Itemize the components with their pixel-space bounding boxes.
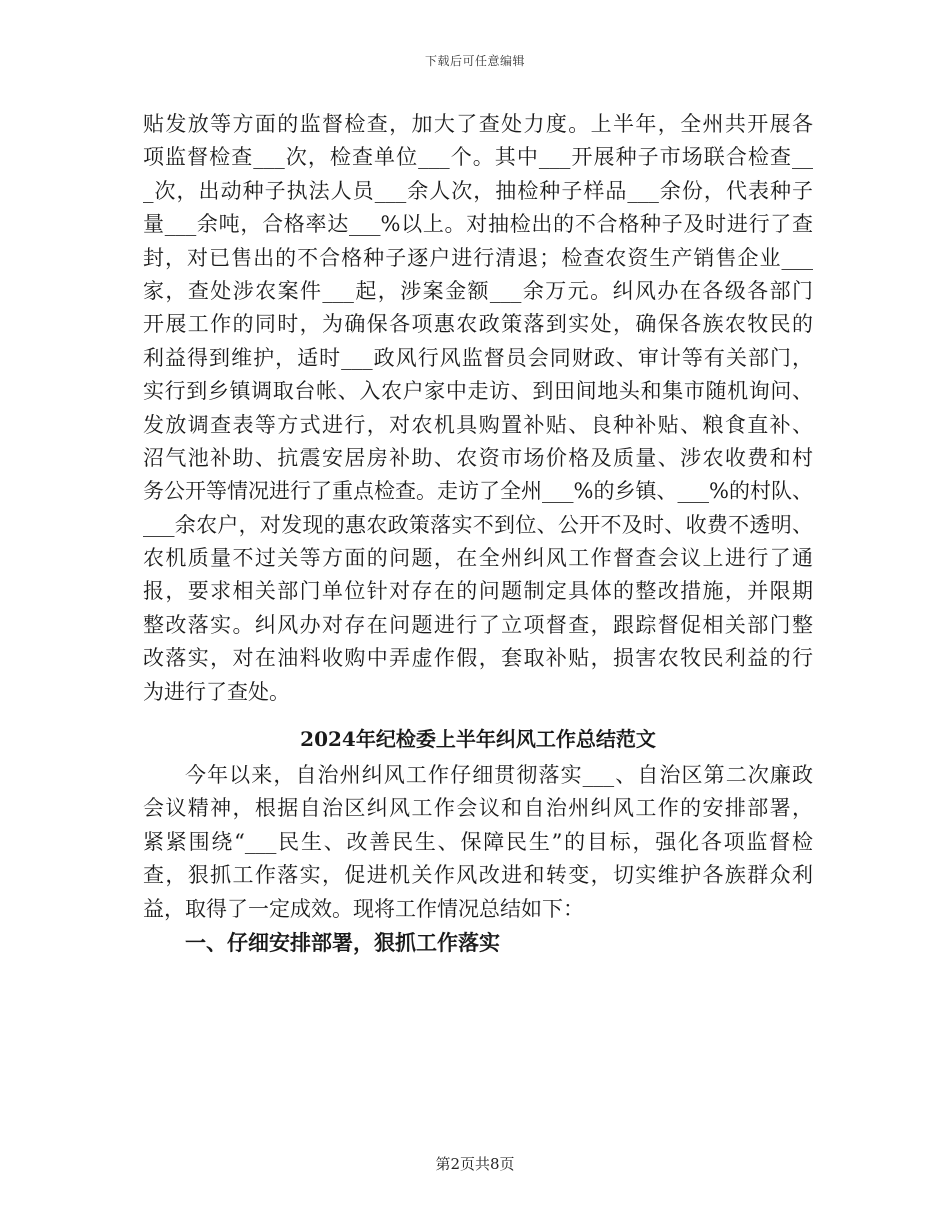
- text-line: 紧紧围绕“___民生、改善民生、保障民生”的目标，强化各项监督检: [143, 829, 813, 854]
- text-line: _次，出动种子执法人员___余人次，抽检种子样品___余份，代表种子: [143, 178, 813, 203]
- text-line: 为进行了查处。: [143, 679, 290, 704]
- text-line: 查，狠抓工作落实，促进机关作风改进和转变，切实维护各族群众利: [143, 863, 813, 888]
- text-line: 封，对已售出的不合格种子逐户进行清退；检查农资生产销售企业___: [143, 245, 813, 270]
- paragraph-2: [143, 759, 813, 926]
- text-line: 量___余吨，合格率达___%以上。对抽检出的不合格种子及时进行了查: [143, 212, 813, 237]
- text-line: 实行到乡镇调取台帐、入农户家中走访、到田间地头和集市随机询问、: [143, 379, 813, 404]
- text-line: 沼气池补助、抗震安居房补助、农资市场价格及质量、涉农收费和村: [143, 445, 813, 470]
- text-line: 报，要求相关部门单位针对存在的问题制定具体的整改措施，并限期: [143, 579, 813, 604]
- paragraph-1: [143, 108, 813, 709]
- document-body: [143, 108, 813, 959]
- document-title: 2024年纪检委上半年纠风工作总结范文: [300, 727, 656, 752]
- text-line: 贴发放等方面的监督检查，加大了查处力度。上半年，全州共开展各: [143, 112, 813, 136]
- text-line: 发放调查表等方式进行，对农机具购置补贴、良种补贴、粮食直补、: [143, 412, 813, 437]
- section-heading-1: 一、仔细安排部署，狠抓工作落实: [185, 929, 500, 955]
- text-line: 家，查处涉农案件___起，涉案金额___余万元。纠风办在各级各部门: [143, 278, 813, 303]
- text-line: 改落实，对在油料收购中弄虚作假，套取补贴，损害农牧民利益的行: [143, 646, 813, 671]
- text-line: 务公开等情况进行了重点检查。走访了全州___%的乡镇、___%的村队、: [143, 479, 813, 504]
- text-line: 今年以来，自治州纠风工作仔细贯彻落实___、自治区第二次廉政: [185, 763, 813, 788]
- text-line: 利益得到维护，适时___政风行风监督员会同财政、审计等有关部门，: [143, 345, 813, 370]
- text-line: 开展工作的同时，为确保各项惠农政策落到实处，确保各族农牧民的: [143, 312, 813, 337]
- text-line: 整改落实。纠风办对存在问题进行了立项督查，跟踪督促相关部门整: [143, 612, 813, 637]
- page-header-note: 下载后可任意编辑: [424, 54, 525, 68]
- text-line: 项监督检查___次，检查单位___个。其中___开展种子市场联合检查__: [143, 145, 813, 170]
- text-line: ___余农户，对发现的惠农政策落实不到位、公开不及时、收费不透明、: [143, 512, 813, 537]
- text-line: 益，取得了一定成效。现将工作情况总结如下：: [143, 896, 584, 921]
- text-line: 会议精神，根据自治区纠风工作会议和自治州纠风工作的安排部署，: [143, 796, 813, 821]
- text-line: 农机质量不过关等方面的问题，在全州纠风工作督查会议上进行了通: [143, 546, 813, 571]
- page-number: 第2页共8页: [435, 1155, 515, 1173]
